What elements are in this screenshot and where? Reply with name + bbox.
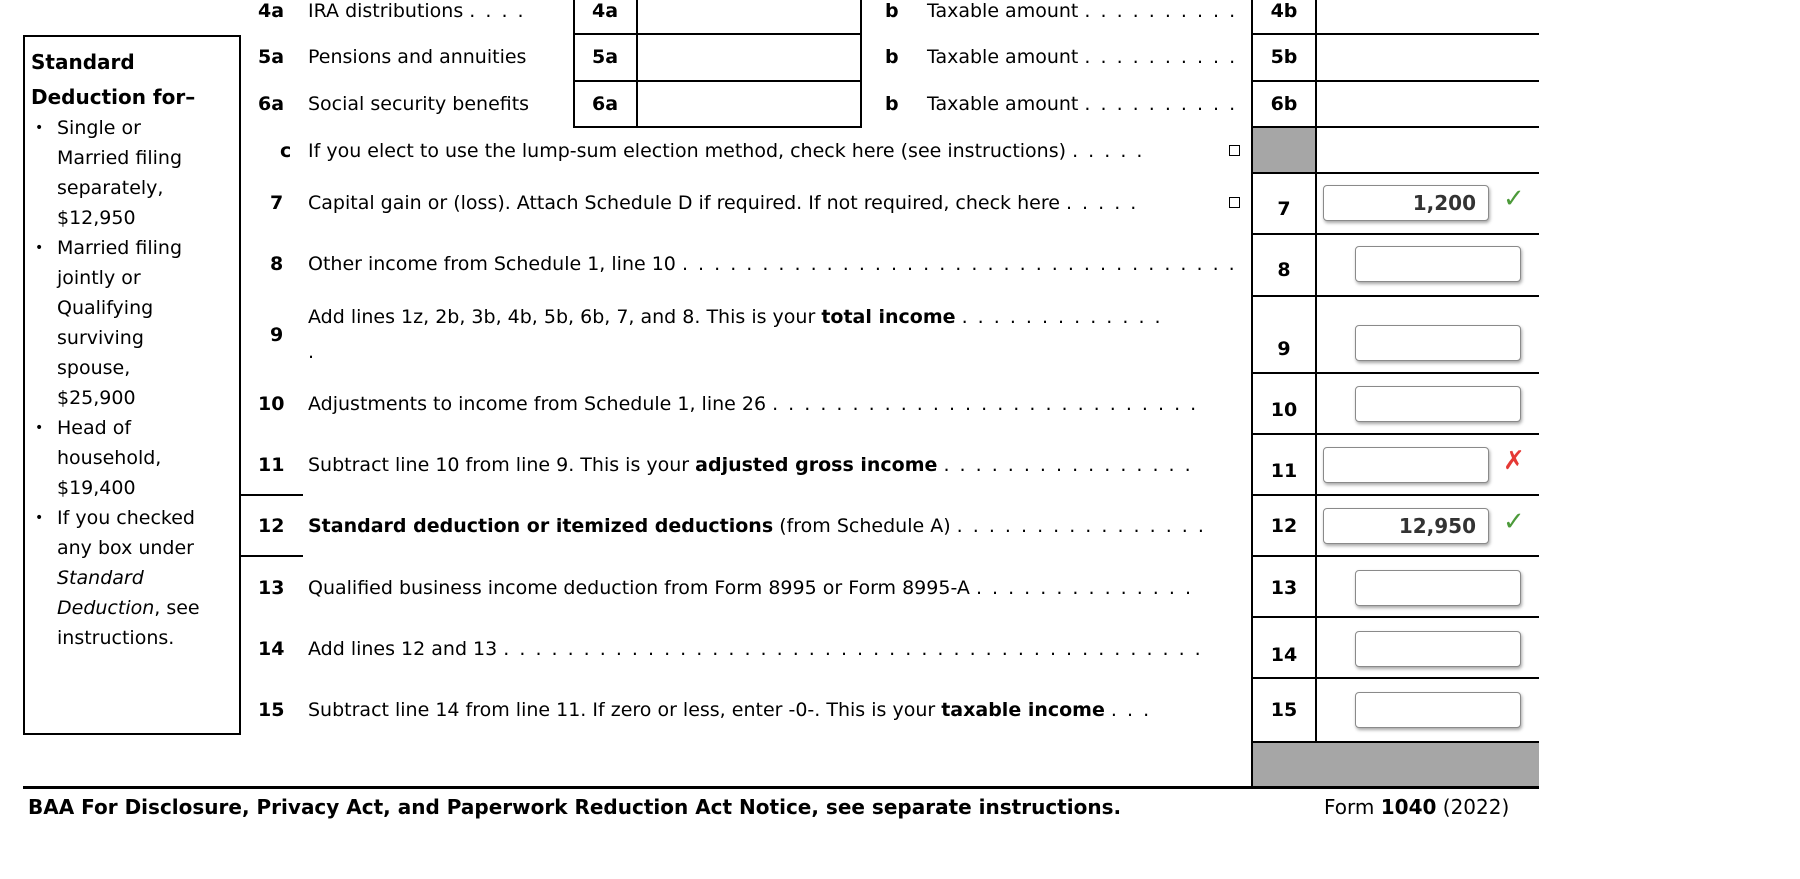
line-15-input[interactable] xyxy=(1355,692,1521,728)
list-item: • If you checked any box under Standard Deduction, see instructions. xyxy=(57,503,262,653)
line-number: 10 xyxy=(258,393,285,415)
line-number: 12 xyxy=(258,515,285,537)
line-number: 15 xyxy=(258,699,285,721)
divider xyxy=(1251,80,1539,82)
divider xyxy=(1251,295,1539,297)
list-item: • Single or Married filing separately, $12,950 xyxy=(57,113,262,233)
divider xyxy=(1251,0,1253,788)
line-11-input[interactable] xyxy=(1323,447,1489,483)
line-label: Taxable amount . . . . . . . . . . xyxy=(927,0,1238,22)
line-label: Capital gain or (loss). Attach Schedule D if required. If not required, check here . . . . . xyxy=(308,192,1139,214)
line-number: 9 xyxy=(270,324,284,346)
box-label: 10 xyxy=(1270,399,1298,421)
line-10-input[interactable] xyxy=(1355,386,1521,422)
standard-deduction-sidebar xyxy=(23,35,241,735)
line-number: 5a xyxy=(258,46,285,68)
box-label: 11 xyxy=(1270,460,1298,482)
sidebar-title: Standard Deduction for– xyxy=(31,50,196,109)
shaded-cell xyxy=(1253,741,1539,787)
divider xyxy=(1315,0,1317,741)
line-label: Social security benefits xyxy=(308,93,530,115)
line-number: c xyxy=(280,140,292,162)
line-label: Qualified business income deduction from Form 8995 or Form 8995-A . . . . . . . . . . . . . . xyxy=(308,577,1194,599)
line-12-input[interactable]: 12,950 xyxy=(1323,508,1489,544)
line-label: Add lines 1z, 2b, 3b, 4b, 5b, 6b, 7, and 8. This is your total income . . . . . . . . . . . . . xyxy=(308,306,1163,328)
line-number: b xyxy=(885,46,899,68)
line-number: 13 xyxy=(258,577,285,599)
line-label-continuation: . xyxy=(308,341,315,363)
lump-sum-checkbox[interactable] xyxy=(1229,145,1240,156)
divider xyxy=(1251,741,1539,743)
line-number: 11 xyxy=(258,454,285,476)
sidebar-list xyxy=(33,113,262,653)
line-label: Subtract line 14 from line 11. If zero or less, enter -0-. This is your taxable income . . . xyxy=(308,699,1152,721)
divider xyxy=(241,555,303,557)
line-14-input[interactable] xyxy=(1355,631,1521,667)
box-label: 6b xyxy=(1270,93,1298,115)
box-label: 4b xyxy=(1270,0,1298,22)
divider xyxy=(1251,172,1539,174)
divider xyxy=(573,126,862,128)
divider xyxy=(860,0,862,128)
line-number: 4a xyxy=(258,0,285,22)
box-label: 7 xyxy=(1277,198,1291,220)
divider xyxy=(1251,677,1539,679)
line-label: IRA distributions . . . . xyxy=(308,0,526,22)
divider xyxy=(1251,433,1539,435)
line-label: If you elect to use the lump-sum election method, check here (see instructions) . . . . . xyxy=(308,140,1145,162)
list-item: • Head of household, $19,400 xyxy=(57,413,262,503)
box-label: 9 xyxy=(1277,338,1291,360)
box-label: 4a xyxy=(591,0,619,22)
divider xyxy=(1251,233,1539,235)
divider xyxy=(573,33,862,35)
box-label: 15 xyxy=(1270,699,1298,721)
box-label: 14 xyxy=(1270,644,1298,666)
error-cross-icon: ✗ xyxy=(1503,446,1525,476)
divider xyxy=(1251,372,1539,374)
line-label: Add lines 12 and 13 . . . . . . . . . . . . . . . . . . . . . . . . . . . . . . . . . . . . . . . . . . . . xyxy=(308,638,1203,660)
divider xyxy=(1251,616,1539,618)
line-label: Subtract line 10 from line 9. This is your adjusted gross income . . . . . . . . . . . . . . . . xyxy=(308,454,1193,476)
line-label: Taxable amount . . . . . . . . . . xyxy=(927,93,1238,115)
shaded-cell xyxy=(1253,128,1315,172)
line-label: Pensions and annuities xyxy=(308,46,527,68)
line-label: Taxable amount . . . . . . . . . . xyxy=(927,46,1238,68)
box-label: 13 xyxy=(1270,577,1298,599)
line-label: Other income from Schedule 1, line 10 . . . . . . . . . . . . . . . . . . . . . . . . . . . . . . . . . . . xyxy=(308,253,1237,275)
form-id: Form 1040 (2022) xyxy=(1324,795,1510,819)
line-8-input[interactable] xyxy=(1355,246,1521,282)
divider xyxy=(1251,555,1539,557)
line-number: 14 xyxy=(258,638,285,660)
list-item: • Married filing jointly or Qualifying surviving spouse, $25,900 xyxy=(57,233,262,413)
line-7-input[interactable]: 1,200 xyxy=(1323,185,1489,221)
line-number: b xyxy=(885,0,899,22)
footer-rule xyxy=(23,786,1539,789)
box-label: 5b xyxy=(1270,46,1298,68)
divider xyxy=(1251,33,1539,35)
line-label: Standard deduction or itemized deductions (from Schedule A) . . . . . . . . . . . . . . . . xyxy=(308,515,1206,537)
box-label: 12 xyxy=(1270,515,1298,537)
line-9-input[interactable] xyxy=(1355,325,1521,361)
line-number: 6a xyxy=(258,93,285,115)
line-number: 7 xyxy=(270,192,284,214)
valid-check-icon: ✓ xyxy=(1503,507,1525,537)
valid-check-icon: ✓ xyxy=(1503,184,1525,214)
box-label: 8 xyxy=(1277,259,1291,281)
line-number: b xyxy=(885,93,899,115)
divider xyxy=(636,0,638,128)
box-label: 5a xyxy=(591,46,619,68)
schedule-d-checkbox[interactable] xyxy=(1229,197,1240,208)
divider xyxy=(573,80,862,82)
divider xyxy=(1251,494,1539,496)
line-13-input[interactable] xyxy=(1355,570,1521,606)
footer-notice: BAA For Disclosure, Privacy Act, and Paperwork Reduction Act Notice, see separate instructions. xyxy=(28,795,1122,819)
divider xyxy=(241,494,303,496)
box-label: 6a xyxy=(591,93,619,115)
line-number: 8 xyxy=(270,253,284,275)
line-label: Adjustments to income from Schedule 1, line 26 . . . . . . . . . . . . . . . . . . . . . . . . . . . xyxy=(308,393,1199,415)
